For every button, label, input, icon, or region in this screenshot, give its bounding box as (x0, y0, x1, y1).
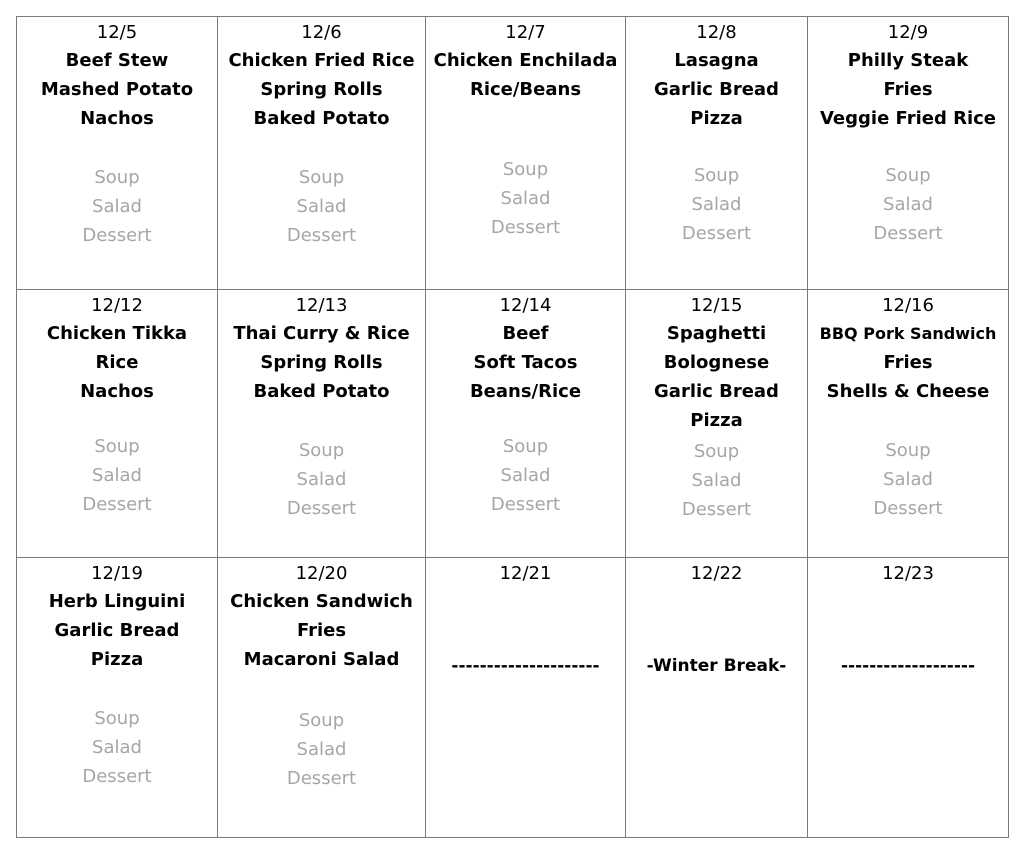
dish-item: Chicken Fried Rice (228, 50, 415, 71)
side-item: Salad (500, 188, 551, 209)
dish-item: Beef Stew (65, 50, 169, 71)
dish-item: Herb Linguini (48, 591, 186, 612)
dish-item: Soft Tacos (473, 352, 578, 373)
dish-item: Nachos (80, 108, 154, 129)
side-item: Dessert (873, 223, 943, 244)
dish-item: Baked Potato (253, 381, 390, 402)
dish-item: Chicken Sandwich (230, 591, 413, 612)
day-date: 12/12 (91, 295, 143, 316)
day-cell-12-14 (426, 290, 626, 558)
day-cell-12-22 (626, 558, 808, 838)
side-item: Soup (693, 441, 740, 462)
dish-item: Thai Curry & Rice (233, 323, 410, 344)
dish-item: Nachos (80, 381, 154, 402)
side-item: Soup (94, 167, 140, 188)
day-cell-12-15 (626, 290, 808, 558)
dish-item: Pizza (690, 108, 743, 129)
winter-break-label: -Winter Break- (646, 656, 787, 676)
side-item: Dessert (82, 494, 152, 515)
day-cell-12-19 (17, 558, 218, 838)
side-item: Dessert (286, 225, 357, 246)
dish-item: Garlic Bread (654, 381, 779, 402)
dish-item: Garlic Bread (54, 620, 180, 641)
side-item: Soup (885, 440, 931, 461)
dish-item: Fries (883, 352, 933, 373)
break-divider: ------------------- (840, 656, 976, 676)
side-item: Soup (298, 710, 345, 731)
side-item: Salad (883, 194, 933, 215)
dish-item: Macaroni Salad (243, 649, 400, 670)
day-date: 12/8 (696, 22, 737, 43)
side-item: Dessert (490, 217, 561, 238)
side-item: Salad (296, 196, 347, 217)
side-item: Salad (92, 465, 142, 486)
dish-item: Bolognese (663, 352, 770, 373)
side-item: Dessert (82, 766, 152, 787)
side-item: Dessert (286, 768, 357, 789)
side-item: Salad (500, 465, 551, 486)
dish-item: Veggie Fried Rice (819, 108, 997, 129)
day-cell-12-16 (808, 290, 1009, 558)
dish-item: BBQ Pork Sandwich (819, 324, 997, 343)
side-item: Dessert (681, 499, 752, 520)
day-date: 12/16 (882, 295, 934, 316)
day-date: 12/23 (882, 563, 934, 584)
day-cell-12-21 (426, 558, 626, 838)
dish-item: Lasagna (674, 50, 759, 71)
week-row-1 (17, 17, 1009, 290)
day-cell-12-12 (17, 290, 218, 558)
day-cell-12-23 (808, 558, 1009, 838)
side-item: Dessert (286, 498, 357, 519)
side-item: Dessert (82, 225, 152, 246)
side-item: Soup (693, 165, 740, 186)
side-item: Salad (296, 469, 347, 490)
dish-item: Chicken Tikka (46, 323, 188, 344)
day-date: 12/20 (295, 563, 348, 584)
day-date: 12/22 (690, 563, 743, 584)
day-date: 12/7 (505, 22, 546, 43)
side-item: Soup (502, 436, 549, 457)
dish-item: Garlic Bread (654, 79, 779, 100)
day-date: 12/13 (295, 295, 348, 316)
dish-item: Fries (296, 620, 347, 641)
week-row-3 (17, 558, 1009, 838)
day-date: 12/6 (301, 22, 342, 43)
day-cell-12-5 (17, 17, 218, 290)
dish-item: Pizza (90, 649, 144, 670)
dish-item: Rice/Beans (469, 79, 582, 100)
dish-item: Baked Potato (253, 108, 390, 129)
side-item: Salad (92, 196, 142, 217)
day-cell-12-6 (218, 17, 426, 290)
day-cell-12-7 (426, 17, 626, 290)
side-item: Salad (92, 737, 142, 758)
side-item: Salad (691, 470, 742, 491)
dish-item: Beef (502, 323, 549, 344)
dish-item: Chicken Enchilada (433, 50, 618, 71)
day-cell-12-8 (626, 17, 808, 290)
side-item: Soup (94, 708, 140, 729)
side-item: Dessert (681, 223, 752, 244)
side-item: Salad (883, 469, 933, 490)
side-item: Dessert (873, 498, 943, 519)
side-item: Soup (298, 440, 345, 461)
day-date: 12/5 (96, 22, 138, 43)
dish-item: Rice (95, 352, 139, 373)
day-date: 12/19 (91, 563, 143, 584)
day-cell-12-20 (218, 558, 426, 838)
dish-item: Mashed Potato (40, 79, 194, 100)
week-row-2 (17, 290, 1009, 558)
dish-item: Fries (883, 79, 933, 100)
side-item: Salad (296, 739, 347, 760)
dish-item: Spring Rolls (260, 79, 383, 100)
dish-item: Philly Steak (847, 50, 969, 71)
day-cell-12-9 (808, 17, 1009, 290)
day-date: 12/21 (499, 563, 552, 584)
day-date: 12/15 (690, 295, 743, 316)
dish-item: Pizza (690, 410, 743, 431)
dish-item: Spaghetti (666, 323, 767, 344)
side-item: Soup (502, 159, 549, 180)
dish-item: Spring Rolls (260, 352, 383, 373)
dish-item: Shells & Cheese (826, 381, 990, 402)
side-item: Soup (298, 167, 345, 188)
side-item: Soup (94, 436, 140, 457)
dish-item: Beans/Rice (469, 381, 582, 402)
break-divider: --------------------- (451, 656, 600, 676)
lunch-menu-calendar (16, 16, 1009, 838)
side-item: Soup (885, 165, 931, 186)
side-item: Salad (691, 194, 742, 215)
day-date: 12/14 (499, 295, 552, 316)
day-date: 12/9 (887, 22, 929, 43)
day-cell-12-13 (218, 290, 426, 558)
side-item: Dessert (490, 494, 561, 515)
